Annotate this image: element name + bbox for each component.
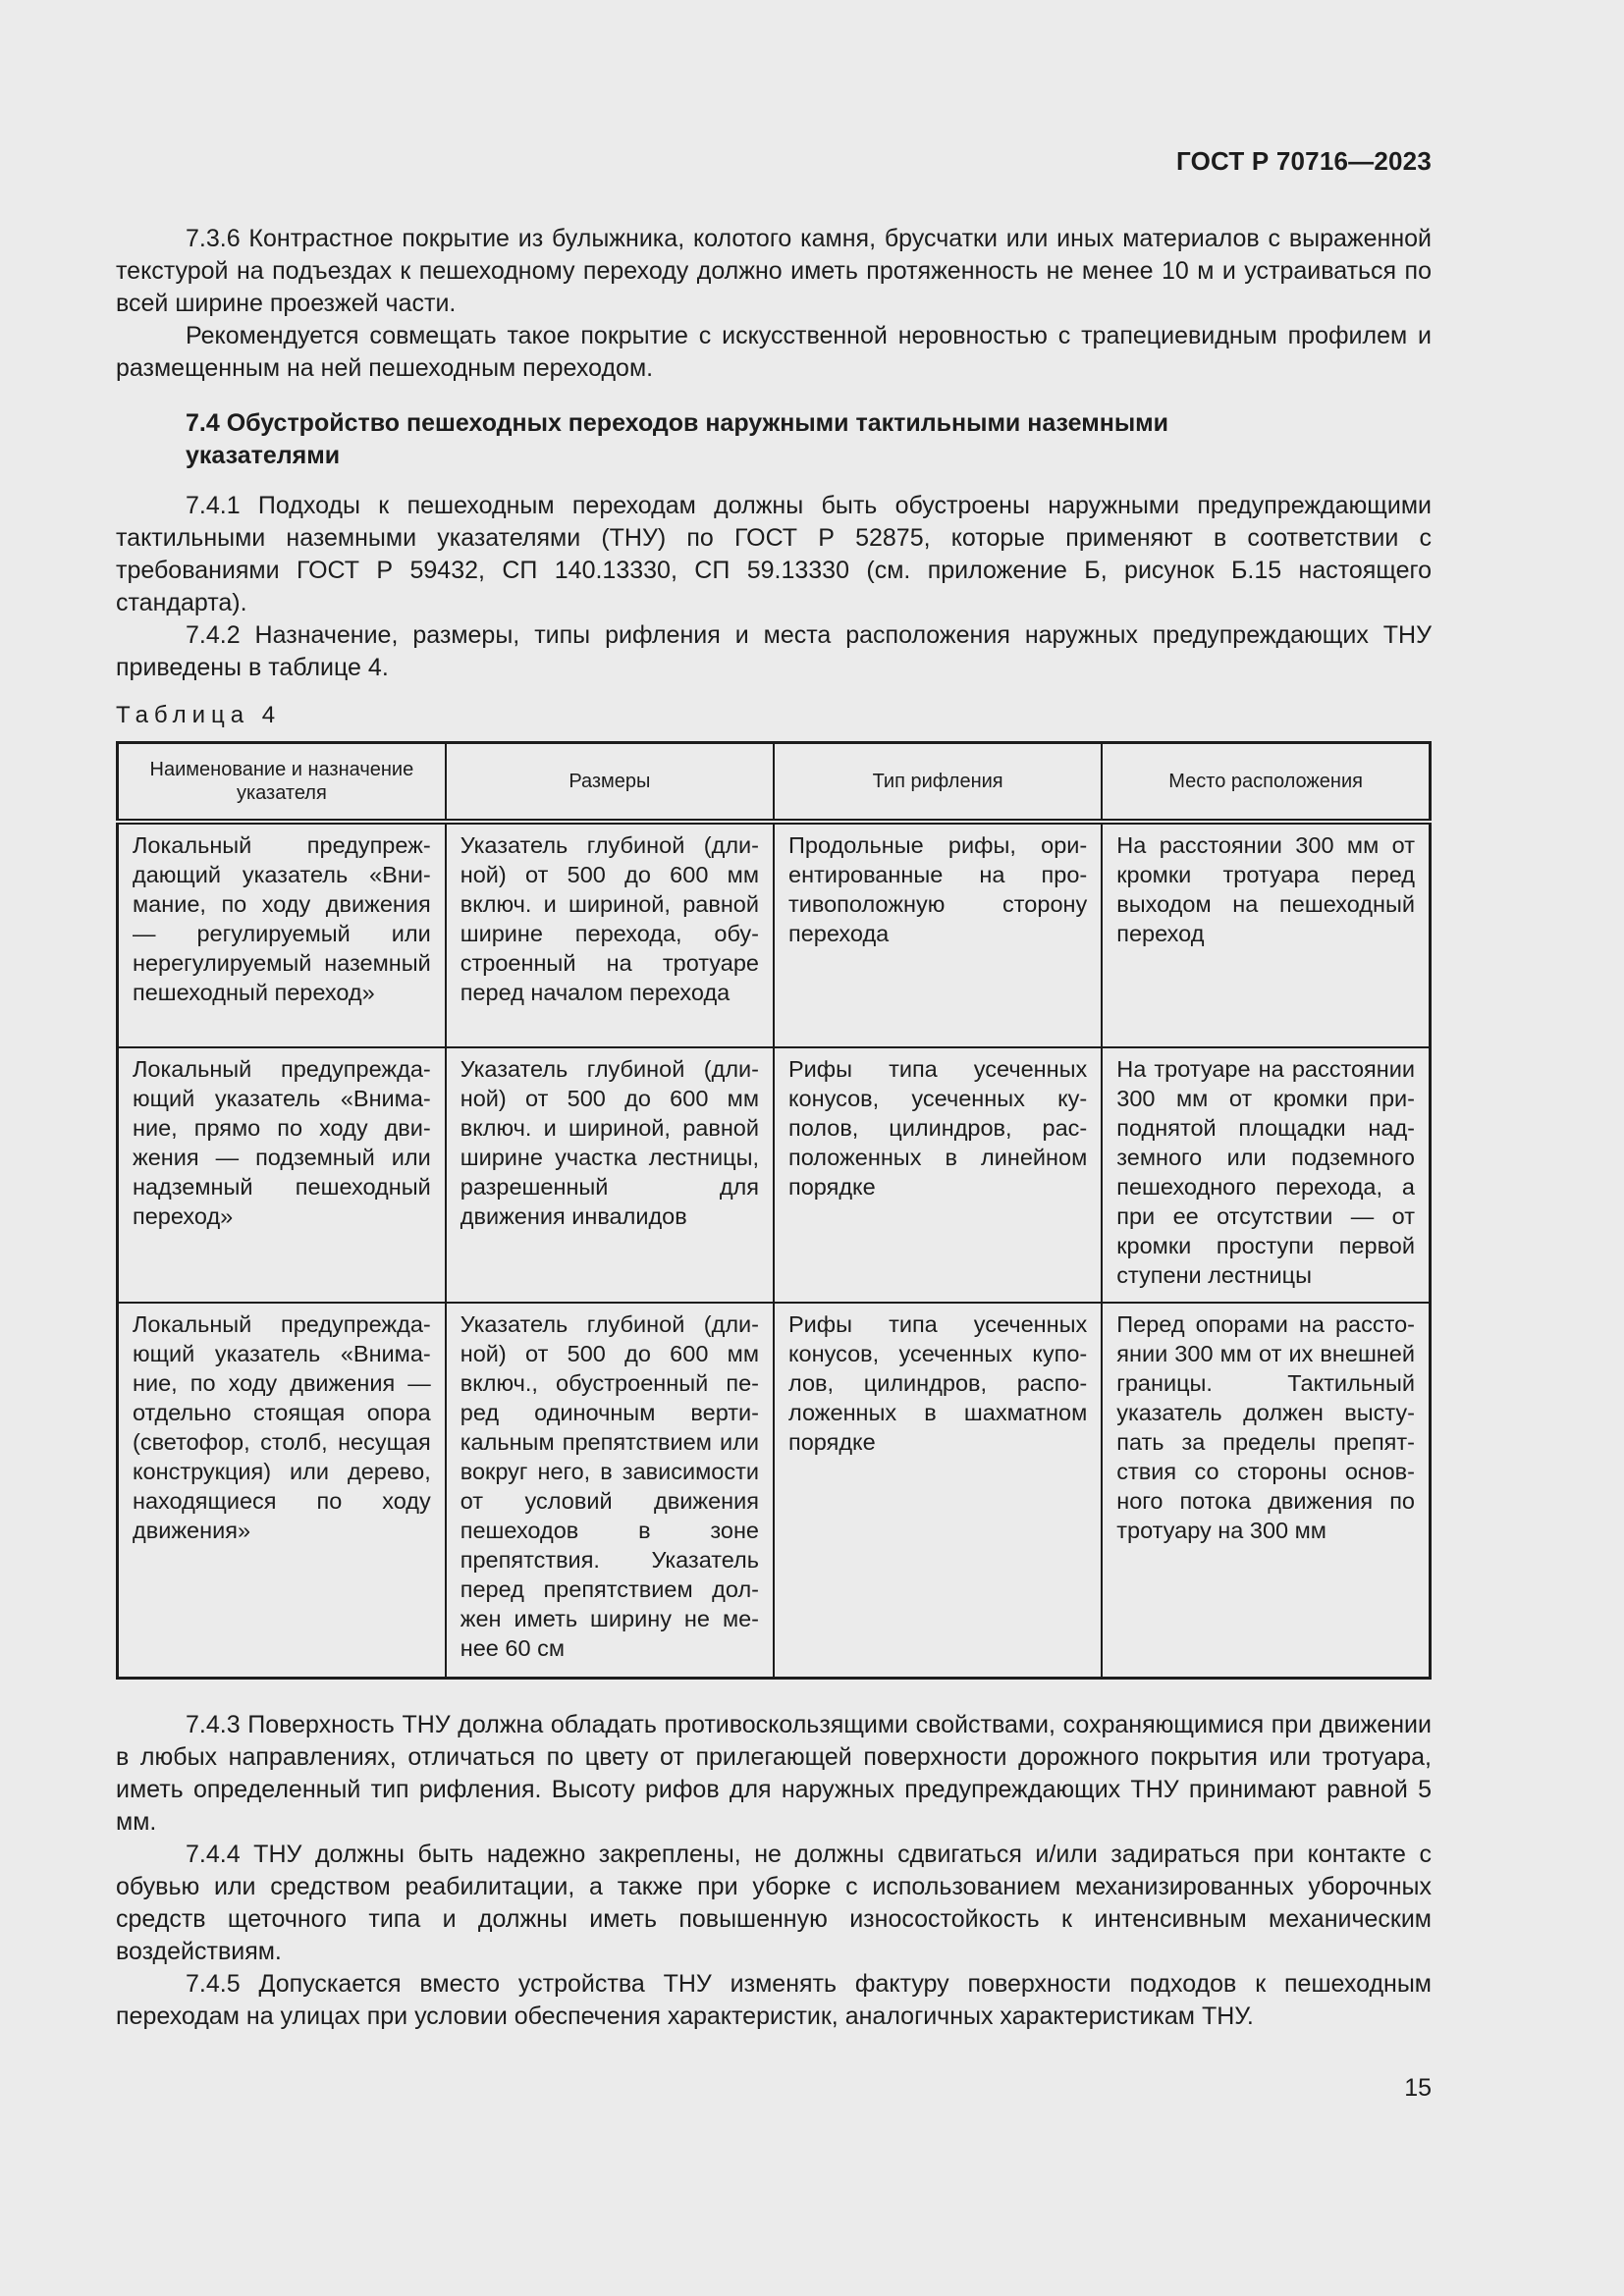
table-cell: Продольные рифы, ориентированные на противоположную сторону перехода [774,822,1102,1047]
table-header-row [118,743,1431,823]
document-body [116,223,1432,2033]
table-cell: Локальный предупреждающий указатель «Внимание, прямо по ходу движения — подземный или надземный пешеходный переход» [118,1047,446,1303]
section-title-7-4: 7.4 Обустройство пешеходных переходов наружными тактильными наземными указателями [186,409,1169,469]
table-cell: Указатель глубиной (длиной) от 500 до 600 мм включ., обустроенный перед одиночным вертикальным препятствием или вокруг него, в зависимости от условий движения пешеходов в зоне препятствия. Указатель перед препятствием должен иметь ширину не менее 60 см [446,1303,774,1678]
table-cell: Указатель глубиной (длиной) от 500 до 600 мм включ. и шириной, равной ширине участка лестницы, разрешенный для движения инвалидов [446,1047,774,1303]
table-row [118,822,1431,1047]
paragraph-7-4-3: 7.4.3 Поверхность ТНУ должна обладать противоскользящими свойствами, сохраняющимися при движении в любых направлениях, отличаться по цвету от прилегающей поверхности дорожного покрытия или тротуара, иметь определенный тип рифления. Высоту рифов для наружных предупреждающих ТНУ принимают равной 5 мм. [116,1710,1432,1836]
paragraph-7-4-1: 7.4.1 Подходы к пешеходным переходам должны быть обустроены наружными предупреждающими тактильными наземными указателями (ТНУ) по ГОСТ Р 52875, которые применяют в соответствии с требованиями ГОСТ Р 59432, СП 140.13330, СП 59.13330 (см. приложение Б, рисунок Б.15 настоящего стандарта). [116,492,1432,616]
table-caption: Таблица 4 [116,702,282,728]
header-name-purpose: Наименование и назначение указателя [118,743,446,823]
paragraph-7-4-4: 7.4.4 ТНУ должны быть надежно закреплены, не должны сдвигаться и/или задираться при контакте с обувью или средством реабилитации, а также при уборке с использованием механизированных уборочных средств щеточного типа и должны иметь повышенную износостойкость к интенсивным механическим воздействиям. [116,1840,1432,1965]
header-dimensions: Размеры [446,743,774,823]
table-cell: Рифы типа усеченных конусов, усеченных куполов, цилиндров, расположенных в шахматном порядке [774,1303,1102,1678]
table-cell: На расстоянии 300 мм от кромки тротуара перед выходом на пешеходный переход [1102,822,1430,1047]
table-cell: Локальный предупреждающий указатель «Внимание, по ходу движения — регулируемый или нерегулируемый наземный пешеходный переход» [118,822,446,1047]
paragraph-recommendation: Рекомендуется совмещать такое покрытие с искусственной неровностью с трапециевидным профилем и размещенным на ней пешеходным переходом. [116,322,1432,382]
table-row [118,1303,1431,1678]
header-location: Место расположения [1102,743,1430,823]
page-number: 15 [1404,2074,1432,2102]
header-groove-type: Тип рифления [774,743,1102,823]
after-table-block [116,1709,1432,2033]
paragraph-7-4-2: 7.4.2 Назначение, размеры, типы рифления и места расположения наружных предупреждающих ТНУ приведены в таблице 4. [116,621,1432,681]
paragraph-7-4-5: 7.4.5 Допускается вместо устройства ТНУ изменять фактуру поверхности подходов к пешеходным переходам на улицах при условии обеспечения характеристик, аналогичных характеристикам ТНУ. [116,1969,1432,2030]
table-row [118,1047,1431,1303]
paragraph-7-3-6: 7.3.6 Контрастное покрытие из булыжника, колотого камня, брусчатки или иных материалов с выраженной текстурой на подъездах к пешеходному переходу должно иметь протяженность не менее 10 м и устраиваться по всей ширине проезжей части. [116,225,1432,317]
table-cell: Локальный предупреждающий указатель «Внимание, по ходу движения — отдельно стоящая опора (светофор, столб, несущая конструкция) или дерево, находящиеся по ходу движения» [118,1303,446,1678]
table-cell: Указатель глубиной (длиной) от 500 до 600 мм включ. и шириной, равной ширине перехода, обустроенный на тротуаре перед началом перехода [446,822,774,1047]
document-header: ГОСТ Р 70716—2023 [1176,146,1432,176]
table-cell: На тротуаре на расстоянии 300 мм от кромки приподнятой площадки надземного или подземного пешеходного перехода, а при ее отсутствии — от кромки проступи первой ступени лестницы [1102,1047,1430,1303]
table-cell: Перед опорами на расстоянии 300 мм от их внешней границы. Тактильный указатель должен выступать за пределы препятствия со стороны основного потока движения по тротуару на 300 мм [1102,1303,1430,1678]
tnu-table [116,741,1432,1680]
table-cell: Рифы типа усеченных конусов, усеченных куполов, цилиндров, расположенных в линейном порядке [774,1047,1102,1303]
